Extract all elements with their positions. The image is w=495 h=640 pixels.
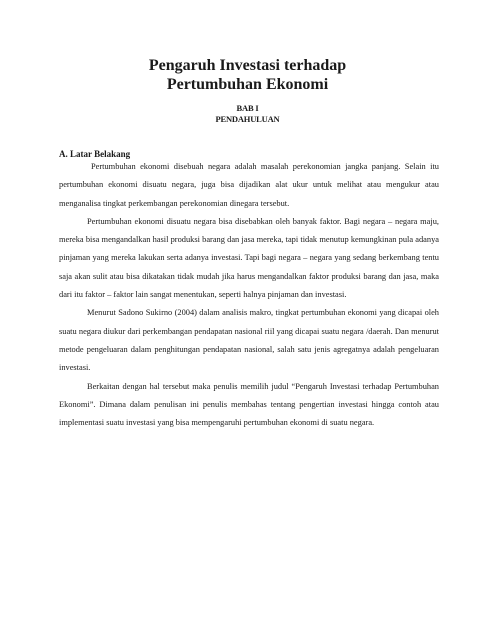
- title-line-1: Pengaruh Investasi terhadap: [148, 57, 347, 74]
- section-heading: A. Latar Belakang: [59, 149, 131, 159]
- chapter-title: PENDAHULUAN: [215, 114, 280, 124]
- paragraph-3: Menurut Sadono Sukirno (2004) dalam analisis makro, tingkat pertumbuhan ekonomi yang dicapai oleh suatu negara diukur dari perkembangan pendapatan nasional riil yang dicapai suatu negara /daerah. Dan menurut metode pengeluaran dalam penghitungan pendapatan nasional, salah satu jenis agregatnya adalah pengeluaran investasi.: [59, 308, 439, 373]
- chapter-number: BAB I: [236, 103, 259, 113]
- title-line-2: Pertumbuhan Ekonomi: [166, 76, 329, 93]
- paragraph-1: Pertumbuhan ekonomi disebuah negara adalah masalah perekonomian jangka panjang. Selain itu pertumbuhan ekonomi disuatu negara, juga bisa dijadikan alat ukur untuk melihat atau mengukur atau menganalisa tingkat perkembangan perekonomian dinegara tersebut.: [59, 162, 439, 208]
- body-text: [59, 158, 439, 432]
- paragraph-2: Pertumbuhan ekonomi disuatu negara bisa disebabkan oleh banyak faktor. Bagi negara – negara maju, mereka bisa mengandalkan hasil produksi barang dan jasa mereka, tapi tidak menutup kemungkinan pula adanya pinjaman yang mereka lakukan serta adanya investasi. Tapi bagi negara – negara yang sedang berkembang tentu saja akan sulit atau bisa dikatakan tidak mudah jika harus mengandalkan faktor produksi barang dan jasa, maka dari itu faktor – faktor lain sangat menentukan, seperti halnya pinjaman dan investasi.: [59, 216, 439, 300]
- chapter-heading: [0, 103, 495, 125]
- paragraph-4: Berkaitan dengan hal tersebut maka penulis memilih judul “Pengaruh Investasi terhadap Pertumbuhan Ekonomi”. Dimana dalam penulisan ini penulis membahas tentang pengertian investasi hingga contoh atau implementasi suatu investasi yang bisa mempengaruhi pertumbuhan ekonomi di suatu negara.: [59, 381, 439, 428]
- document-title: [0, 56, 495, 94]
